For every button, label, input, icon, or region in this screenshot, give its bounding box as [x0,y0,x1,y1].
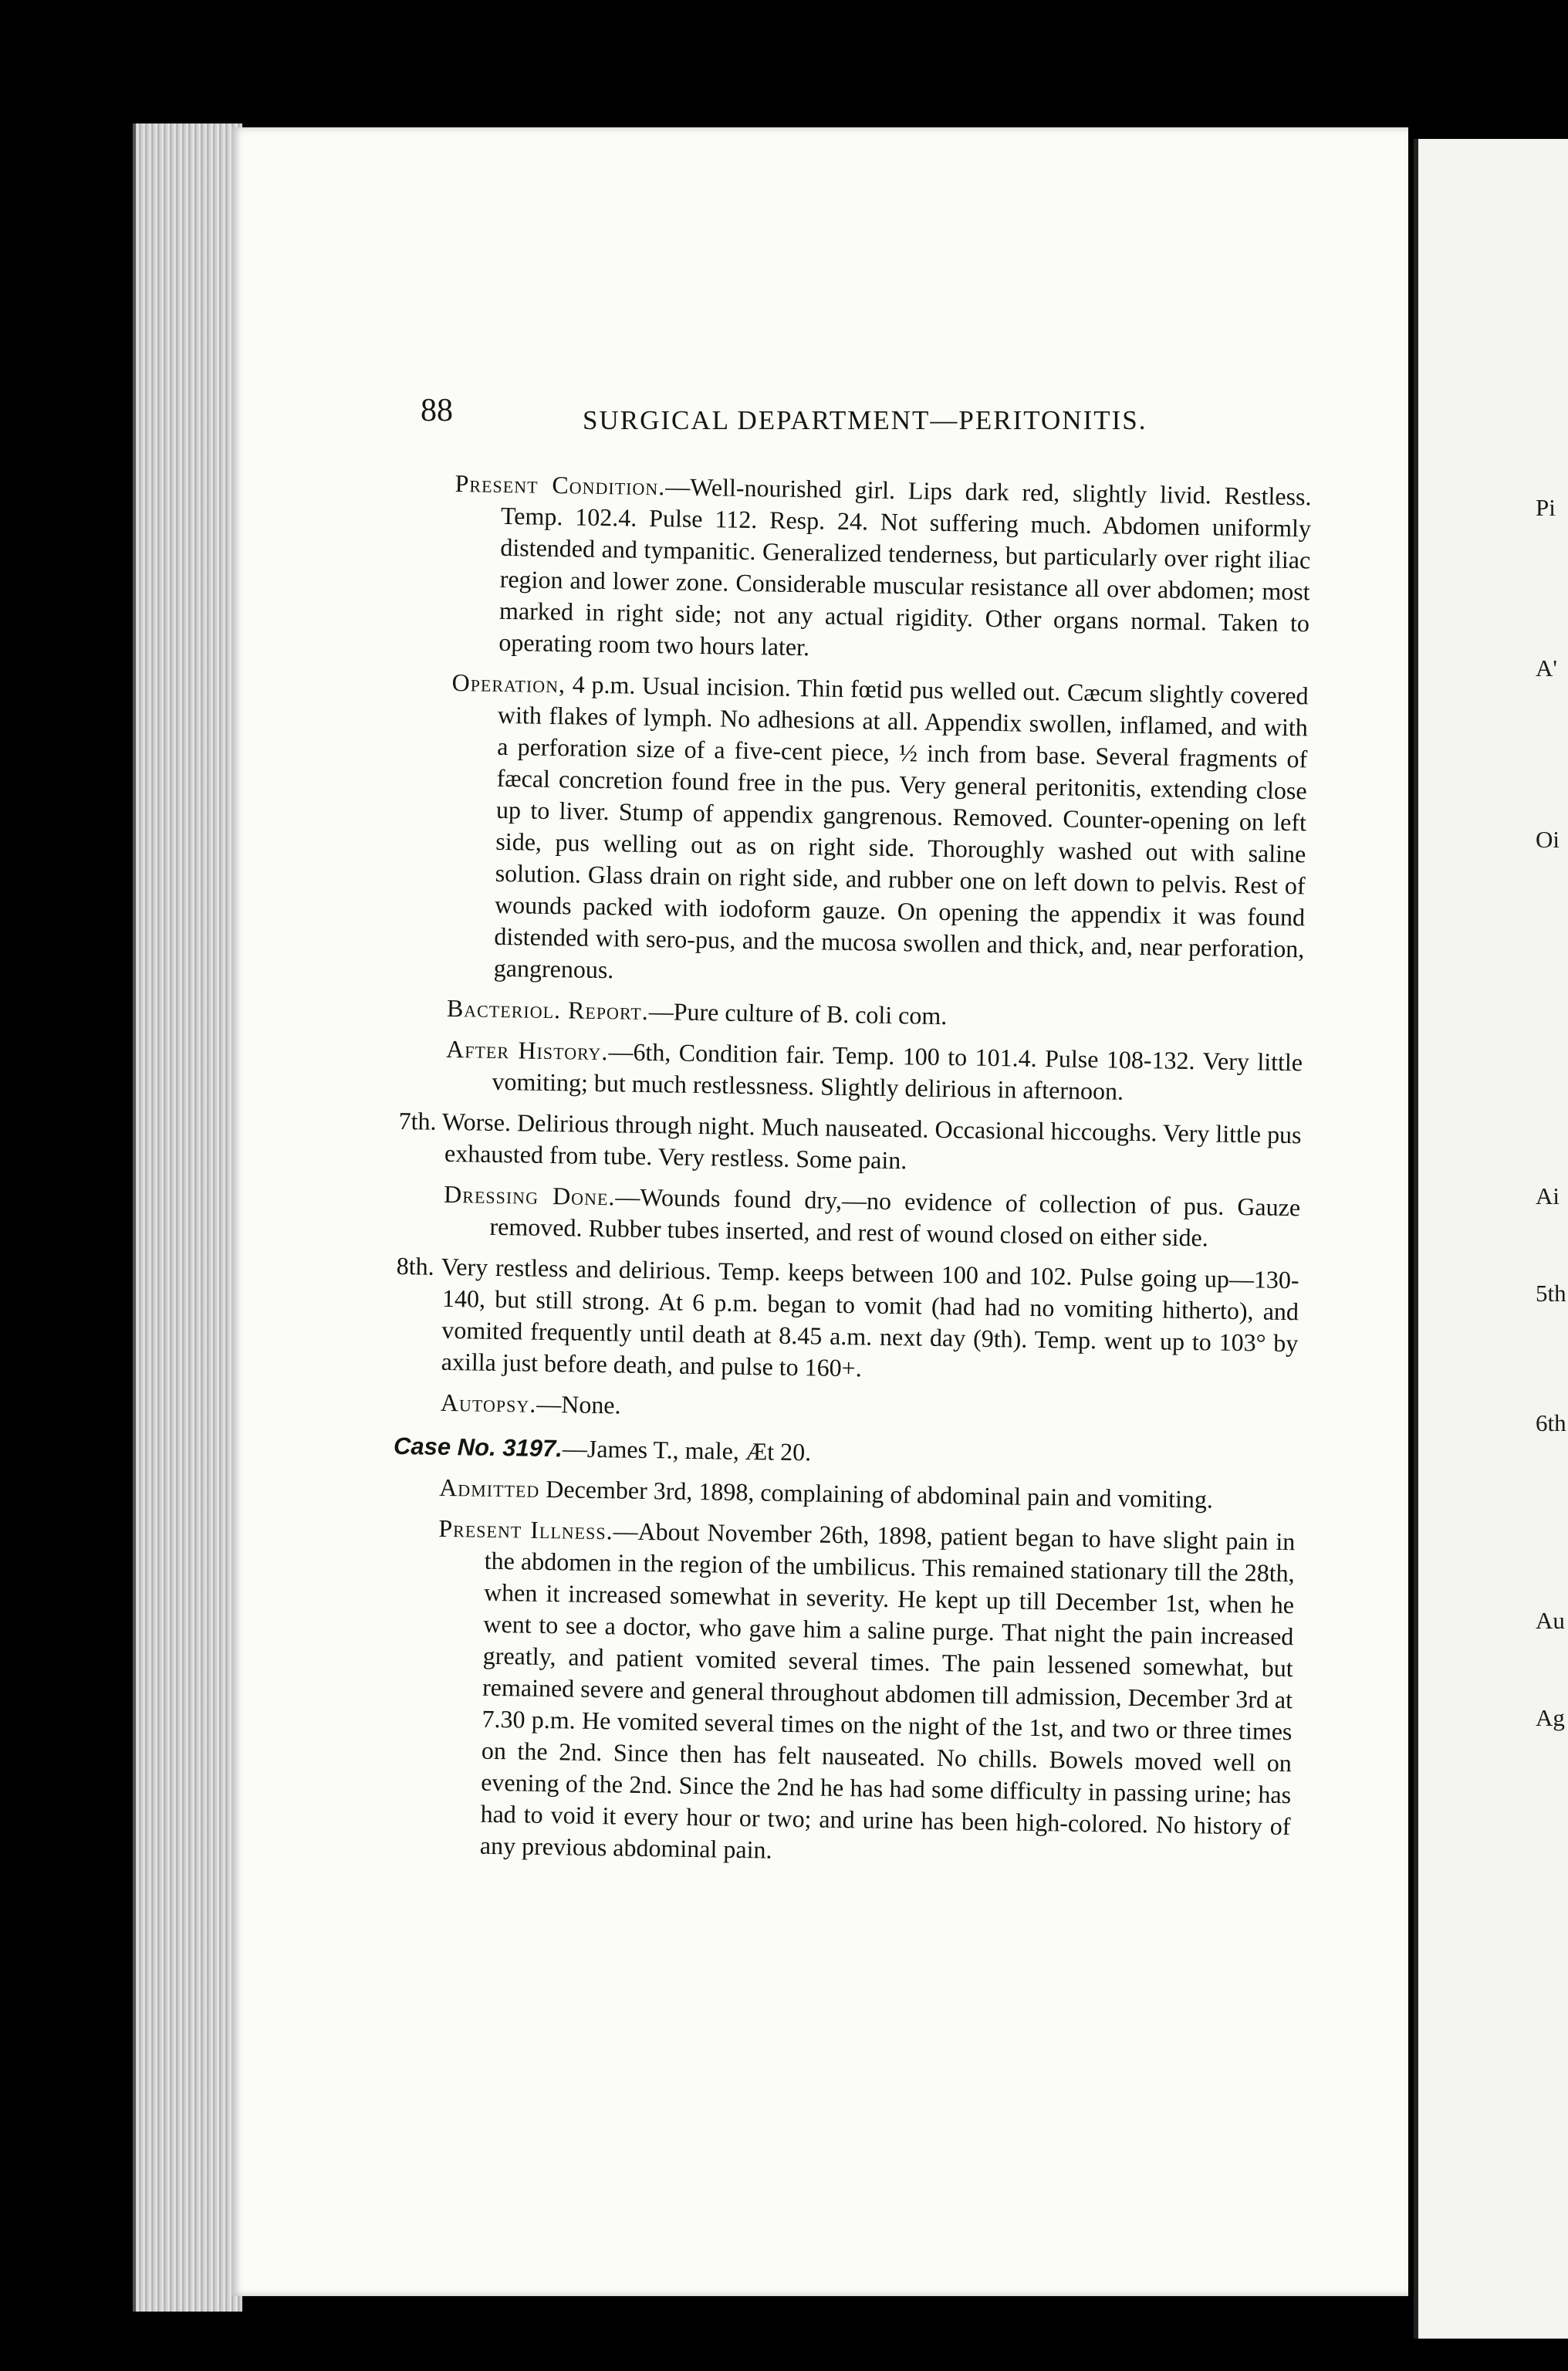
entry-bacteriol-report [447,993,1304,1037]
case-heading [394,1430,1296,1476]
entry-label: Admitted [438,1473,540,1503]
page-body [393,468,1312,1883]
entry-day-8 [394,1250,1299,1391]
entry-text: —Pure culture of B. coli com. [648,997,948,1030]
entry-text: —About November 26th, 1898, patient began to have slight pain in the abdomen in the region of the umbilicus. This remained stationary till the 28th, when it increased somewhat in severity. He kept up till December 1st, when he went to see a doctor, who gave him a saline purge. That night the pain increased greatly, and patient vomited several times. The pain lessened somewhat, but remained severe and general throughout abdomen till admission, December 3rd at 7.30 p.m. He vomited several times on the night of the 1st, and two or three times on the 2nd. Since then has felt nauseated. No chills. Bowels moved well on evening of the 2nd. Since the 2nd he has had some difficulty in passing urine; has had to void it every hour or two; and urine has been high-colored. No history of any previous abdominal pain. [479,1517,1296,1864]
case-patient: —James T., male, Æt 20. [562,1434,812,1466]
entry-text: —Wounds found dry,—no evidence of collection of pus. Gauze removed. Rubber tubes inserted, and rest of wound closed on either side. [489,1182,1301,1252]
adjacent-page-fragment: Au [1536,1607,1565,1634]
adjacent-page-fragment: 6th [1536,1409,1566,1436]
entry-text: December 3rd, 1898, complaining of abdominal pain and vomiting. [539,1474,1214,1514]
adjacent-page-fragment: Pi [1536,494,1556,521]
adjacent-page-fragment: A' [1536,654,1557,682]
entry-day-7 [398,1105,1302,1182]
entry-dressing-done [443,1179,1300,1255]
entry-after-history [445,1033,1303,1110]
adjacent-page-fragment: Oi [1536,826,1560,853]
adjacent-page-fragment: Ag [1536,1704,1565,1731]
entry-label: Present Condition. [455,468,666,501]
running-head: SURGICAL DEPARTMENT—PERITONITIS. [583,405,1147,435]
page-number: 88 [421,393,453,428]
entry-text: —6th, Condition fair. Temp. 100 to 101.4. Pulse 108-132. Very little vomiting; but much restlessness. Slightly delirious in afternoon. [492,1037,1303,1105]
entry-label: Autopsy. [440,1388,537,1418]
entry-operation [448,667,1309,996]
adjacent-page-fragment: 5th [1536,1280,1566,1307]
case-number: Case No. 3197. [393,1432,563,1463]
entry-text: —None. [536,1389,621,1419]
entry-text: 4 p.m. Usual incision. Thin fœtid pus welled out. Cæcum slightly covered with flakes of lymph. No adhesions at all. Appendix swollen, inflamed, and with a perforation size of a five-cent piece, ½ inch from base. Several fragments of fæcal concretion found free in the pus. Very general peritonitis, extending close up to liver. Stump of appendix gangrenous. Removed. Counter-opening on left side, pus welling out as on right side. Thoroughly washed out with saline solution. Glass drain on right side, and rubber one on left down to pelvis. Rest of wounds packed with iodoform gauze. On opening the appendix it was found distended with sero-pus, and the mucosa swollen and thick, and, near perforation, gangrenous. [493,670,1309,984]
entry-label: Operation, [451,668,566,698]
entry-present-condition [452,468,1312,671]
entry-label: Bacteriol. Report. [446,993,650,1026]
entry-label: Dressing Done. [443,1179,616,1211]
adjacent-page-fragment: Ai [1536,1182,1560,1209]
adjacent-page [1414,139,1568,2339]
entry-present-illness [434,1513,1296,1874]
entry-text: 7th. Worse. Delirious through night. Much nauseated. Occasional hiccoughs. Very little pus exhausted from tube. Very restless. Some pain. [398,1106,1302,1175]
entry-text: —Well-nourished girl. Lips dark red, slightly livid. Restless. Temp. 102.4. Pulse 112. Resp. 24. Not suffering much. Abdomen uniformly distended and tympanitic. Generalized tenderness, but particularly over right iliac region and lower zone. Considerable muscular resistance all over abdomen; most marked in right side; not any actual rigidity. Other organs normal. Taken to operating room two hours later. [498,472,1312,661]
book-page-edges [133,123,242,2312]
entry-text: 8th. Very restless and delirious. Temp. keeps between 100 and 102. Pulse going up—130-140, but still strong. At 6 p.m. began to vomit (had had no vomiting hitherto), and vomited frequently until death at 8.45 a.m. next day (9th). Temp. went up to 103° by axilla just before death, and pulse to 160+. [396,1251,1299,1382]
entry-admitted [439,1472,1296,1517]
entry-autopsy [441,1387,1298,1432]
entry-label: Present Illness. [438,1514,613,1545]
entry-label: After History. [445,1034,609,1066]
